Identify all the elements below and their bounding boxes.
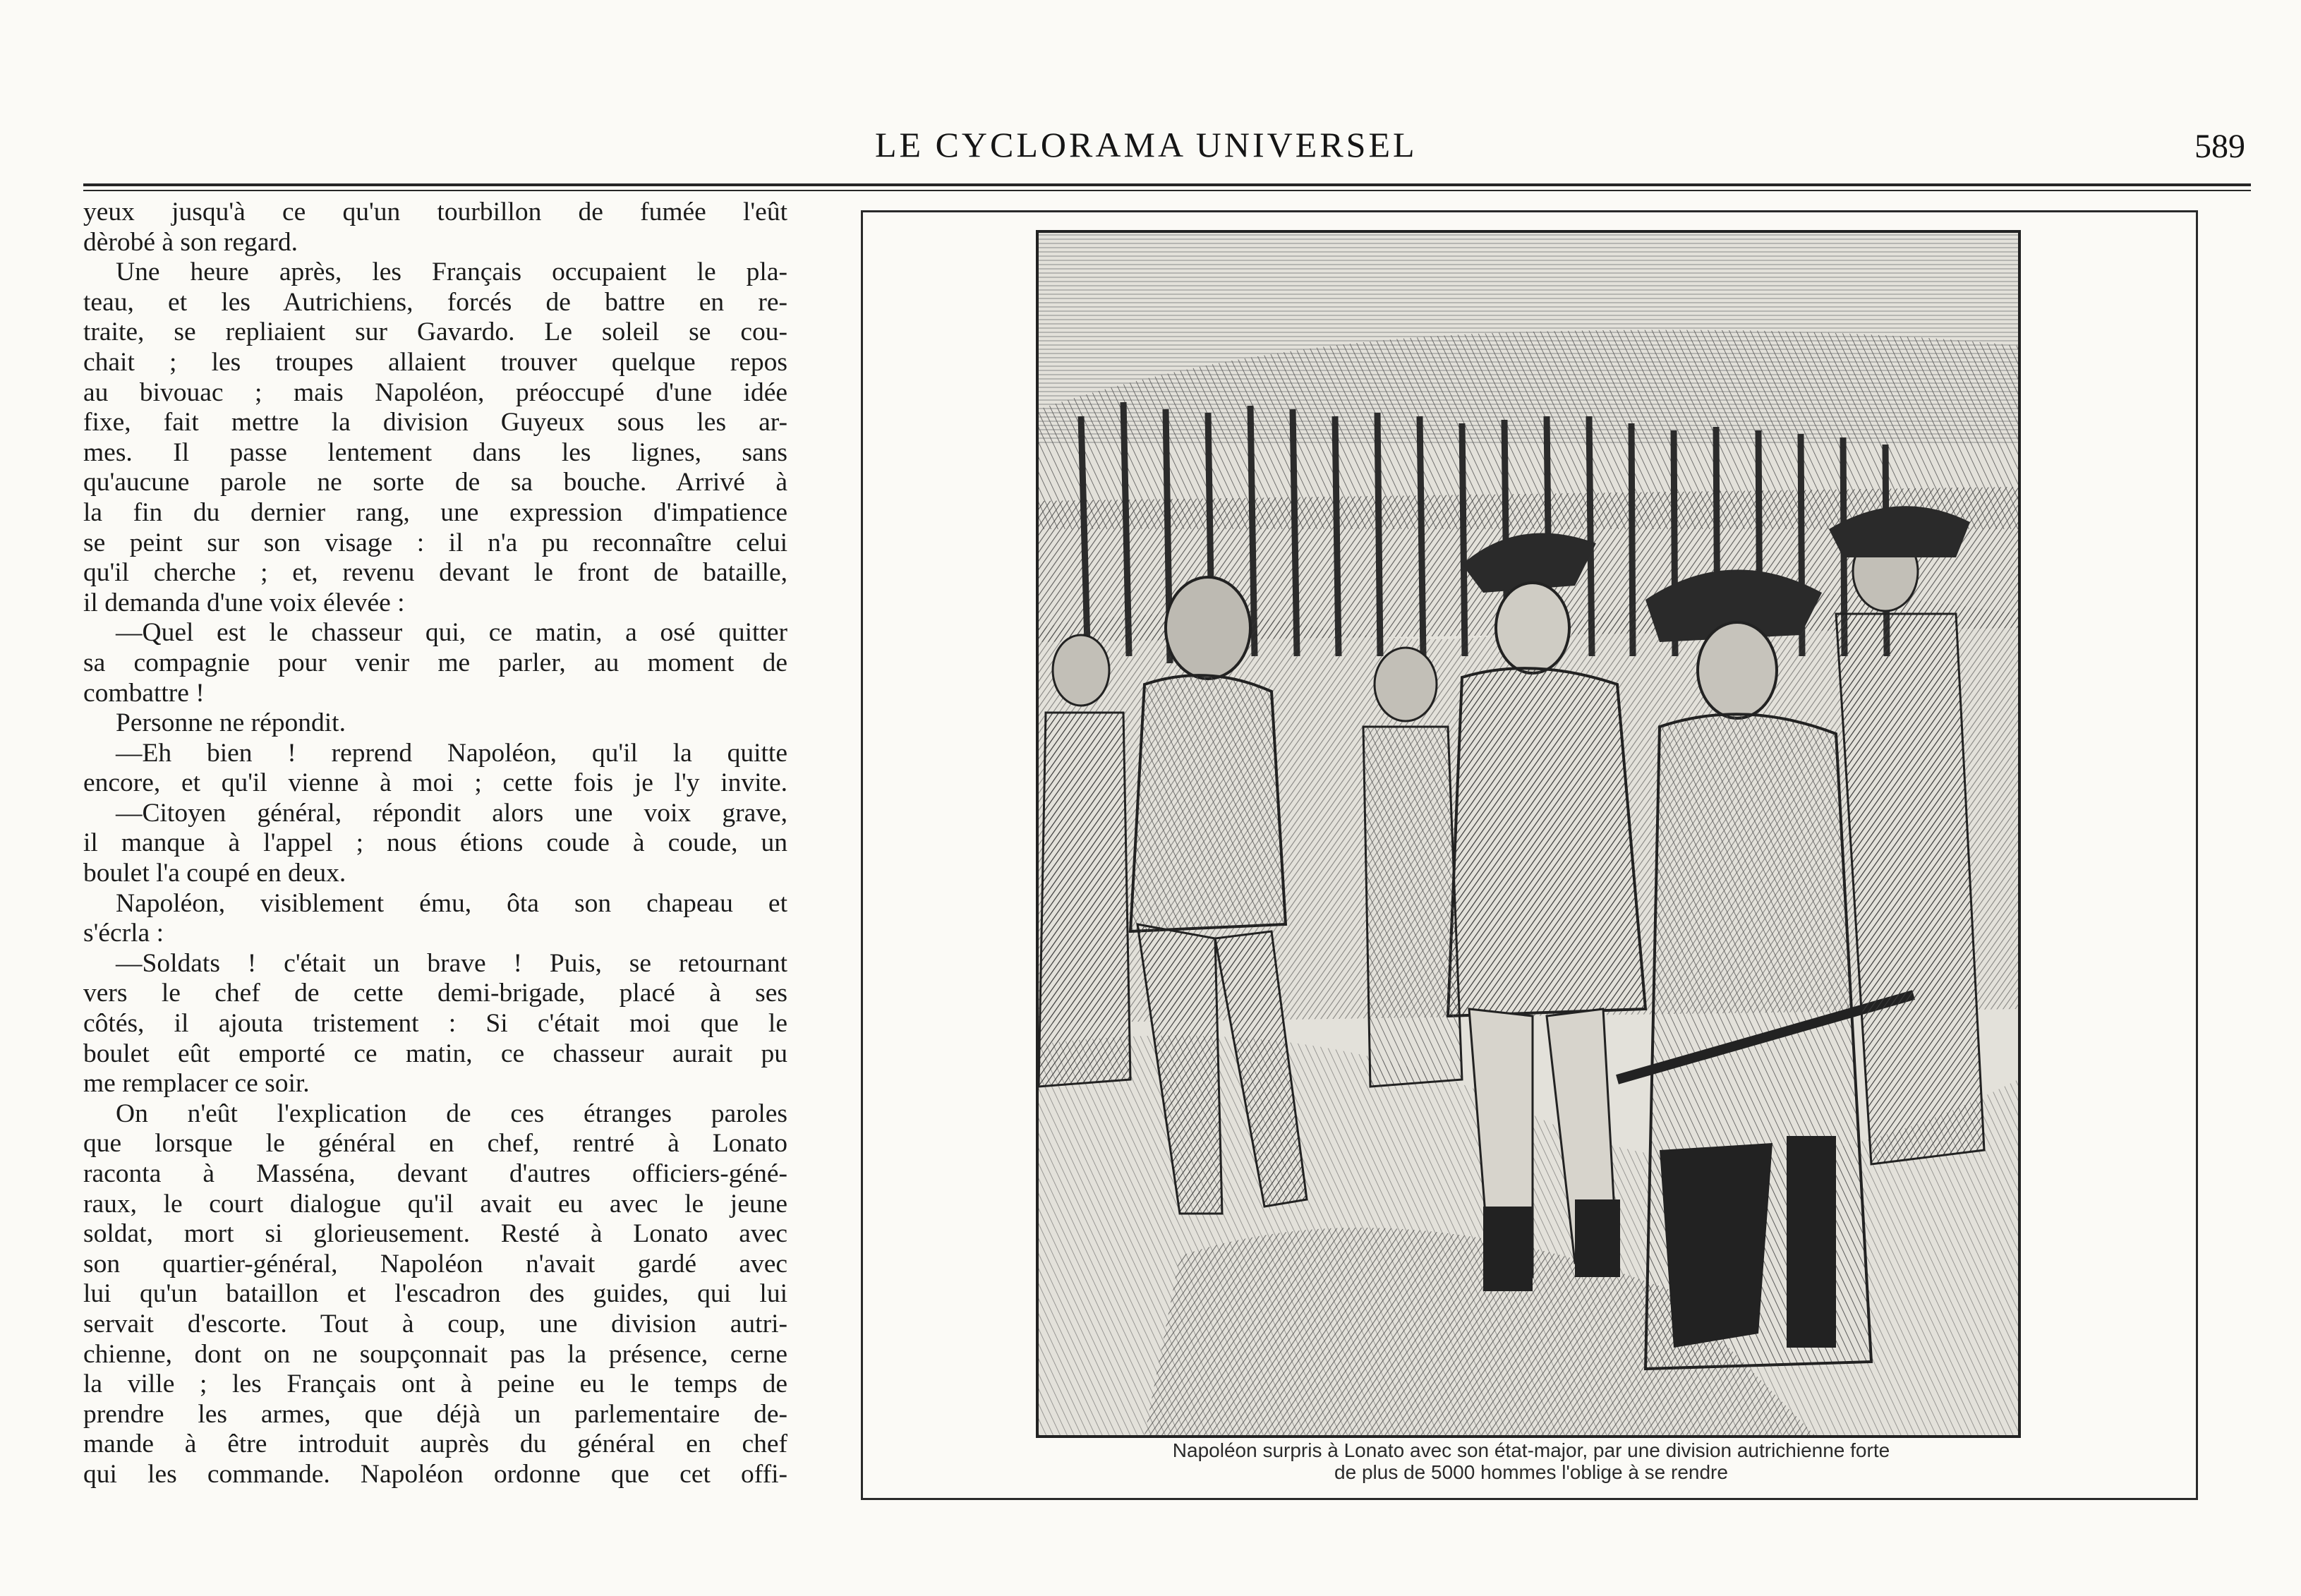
figure-caption [1044,1439,2018,1483]
caption-line-2: de plus de 5000 hommes l'oblige à se rendre [1334,1461,1728,1483]
text-line: Personne ne répondit. [116,708,346,738]
text-line: Une heure après, les Français occupaient le pla- [116,258,787,287]
text-line: yeux jusqu'à ce qu'un tourbillon de fumée l'eût [83,198,787,226]
text-line: combattre ! [83,678,205,708]
text-line: il demanda d'une voix élevée : [83,588,405,617]
text-line: s'écrla : [83,919,164,948]
text-line: —Citoyen général, répondit alors une voix grave, [116,798,787,828]
engraving-illustration [1036,230,2021,1438]
text-line: boulet l'a coupé en deux. [83,859,346,888]
text-line: —Quel est le chasseur qui, ce matin, a osé quitter [116,618,787,648]
text-line: il manque à l'appel ; nous étions coude à coude, un [83,828,787,858]
text-line: boulet eût emporté ce matin, ce chasseur aurait pu [83,1039,787,1068]
text-line: vers le chef de cette demi-brigade, placé à ses [83,979,787,1008]
text-line: chienne, dont on ne soupçonnait pas la présence, cerne [83,1339,787,1369]
text-line: lui qu'un bataillon et l'escadron des guides, qui lui [83,1279,787,1309]
text-line: que lorsque le général en chef, rentré à Lonato [83,1129,787,1159]
text-line: servait d'escorte. Tout à coup, une division autri- [83,1309,787,1338]
text-line: au bivouac ; mais Napoléon, préoccupé d'une idée [83,377,787,407]
text-line: mes. Il passe lentement dans les lignes, sans [83,437,787,467]
text-line: qui les commande. Napoléon ordonne que cet offi- [83,1459,787,1489]
text-line: traite, se repliaient sur Gavardo. Le soleil se cou- [83,318,787,347]
text-line: qu'il cherche ; et, revenu devant le front de bataille, [83,558,787,588]
text-line: raconta à Masséna, devant d'autres officiers-géné- [83,1159,787,1188]
text-line: fixe, fait mettre la division Guyeux sous les ar- [83,408,787,437]
text-line: se peint sur son visage : il n'a pu reconnaître celui [83,528,787,557]
text-line: côtés, il ajouta tristement : Si c'était moi que le [83,1009,787,1039]
text-line: —Eh bien ! reprend Napoléon, qu'il la quitte [116,738,787,768]
caption-line-1: Napoléon surpris à Lonato avec son état-major, par une division autrichienne forte [1172,1439,1890,1461]
running-header-title: LE CYCLORAMA UNIVERSEL [875,125,1418,164]
text-line: soldat, mort si glorieusement. Resté à Lonato avec [83,1219,787,1249]
text-line: prendre les armes, que déjà un parlementaire de- [83,1399,787,1429]
header-rule-thin [83,190,2251,191]
header-rule-thick [83,183,2251,186]
text-line: la ville ; les Français ont à peine eu le temps de [83,1370,787,1399]
text-line: —Soldats ! c'était un brave ! Puis, se retournant [116,948,787,978]
body-text-column [83,198,787,1490]
text-line: raux, le court dialogue qu'il avait eu avec le jeune [83,1189,787,1219]
text-line: la fin du dernier rang, une expression d'impatience [83,497,787,527]
text-line: mande à être introduit auprès du général en chef [83,1429,787,1459]
text-line: son quartier-général, Napoléon n'avait gardé avec [83,1249,787,1278]
page-number: 589 [2194,128,2245,165]
text-line: me remplacer ce soir. [83,1069,310,1099]
engraving-drawing [1039,233,2018,1435]
text-line: Napoléon, visiblement ému, ôta son chapeau et [116,888,787,918]
text-line: qu'aucune parole ne sorte de sa bouche. Arrivé à [83,468,787,497]
text-line: teau, et les Autrichiens, forcés de battre en re- [83,287,787,317]
text-line: dèrobé à son regard. [83,227,298,257]
text-line: encore, et qu'il vienne à moi ; cette fois je l'y invite. [83,768,787,798]
text-line: sa compagnie pour venir me parler, au moment de [83,648,787,677]
text-line: chait ; les troupes allaient trouver quelque repos [83,347,787,377]
text-line: On n'eût l'explication de ces étranges paroles [116,1099,787,1128]
